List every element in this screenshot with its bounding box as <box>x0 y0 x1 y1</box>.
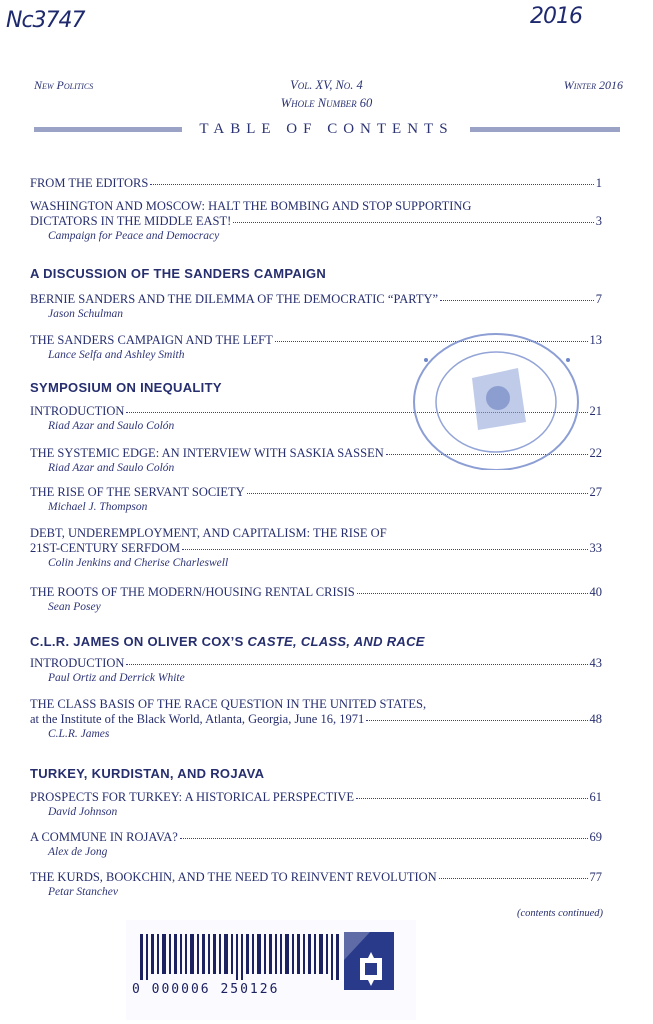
entry-title: THE CLASS BASIS OF THE RACE QUESTION IN THE UNITED STATES, <box>30 697 427 711</box>
entry-page: 43 <box>589 656 602 670</box>
entry-author: Jason Schulman <box>48 308 124 320</box>
entry-page: 13 <box>589 333 602 347</box>
title-rule-right <box>470 127 620 132</box>
journal-name: New Politics <box>34 78 94 92</box>
toc-entry-kurds-bookchin <box>30 870 602 898</box>
toc-entry-introduction-james <box>30 656 602 684</box>
dot-leader <box>182 548 587 550</box>
dot-leader <box>180 837 588 839</box>
entry-author: David Johnson <box>48 806 118 818</box>
publisher-logo-icon <box>340 930 398 992</box>
entry-title: DEBT, UNDEREMPLOYMENT, AND CAPITALISM: THE RISE OF <box>30 526 387 540</box>
section-heading-turkey: TURKEY, KURDISTAN, AND ROJAVA <box>30 766 265 781</box>
entry-page: 69 <box>589 830 602 844</box>
entry-author: Petar Stanchev <box>48 886 118 898</box>
entry-title: THE ROOTS OF THE MODERN/HOUSING RENTAL CRISIS <box>30 585 355 599</box>
entry-author: C.L.R. James <box>48 728 110 740</box>
entry-page: 61 <box>589 790 602 804</box>
entry-author: Campaign for Peace and Democracy <box>48 230 220 242</box>
entry-title: THE KURDS, BOOKCHIN, AND THE NEED TO REINVENT REVOLUTION <box>30 870 437 884</box>
dot-leader <box>150 183 593 185</box>
handwritten-year: 2016 <box>530 4 582 29</box>
toc-entry-housing-crisis <box>30 585 602 613</box>
library-stamp <box>408 330 608 470</box>
toc-entry-serfdom <box>30 526 602 569</box>
toc-entry-bernie-sanders <box>30 292 602 320</box>
entry-title: WASHINGTON AND MOSCOW: HALT THE BOMBING AND STOP SUPPORTING <box>30 199 472 213</box>
entry-title: BERNIE SANDERS AND THE DILEMMA OF THE DEMOCRATIC “PARTY” <box>30 292 439 306</box>
entry-title: FROM THE EDITORS <box>30 176 149 190</box>
entry-page: 33 <box>589 541 602 555</box>
entry-title: INTRODUCTION <box>30 404 125 418</box>
issue-date: Winter 2016 <box>563 78 623 92</box>
dot-leader <box>357 592 588 594</box>
entry-page: 40 <box>589 585 602 599</box>
section-heading-prefix: C.L.R. JAMES ON OLIVER COX’S <box>30 634 248 649</box>
entry-author: Sean Posey <box>48 601 101 613</box>
entry-author: Riad Azar and Saulo Colón <box>48 462 175 474</box>
toc-title: TABLE OF CONTENTS <box>199 121 454 137</box>
entry-title: PROSPECTS FOR TURKEY: A HISTORICAL PERSPECTIVE <box>30 790 355 804</box>
barcode-number: 0 000006 250126 <box>132 982 280 997</box>
entry-title: INTRODUCTION <box>30 656 125 670</box>
entry-author: Michael J. Thompson <box>48 501 148 513</box>
section-heading-sanders: A DISCUSSION OF THE SANDERS CAMPAIGN <box>30 266 327 281</box>
entry-title: THE SANDERS CAMPAIGN AND THE LEFT <box>30 333 273 347</box>
barcode-bars <box>140 934 350 980</box>
toc-entry-prospects-turkey <box>30 790 602 818</box>
section-heading-book-title: CASTE, CLASS, AND RACE <box>247 634 425 649</box>
toc-entry-from-the-editors <box>30 176 602 191</box>
dot-leader <box>247 492 588 494</box>
entry-title-cont: DICTATORS IN THE MIDDLE EAST! <box>30 214 232 228</box>
entry-page: 7 <box>595 292 602 306</box>
dot-leader <box>366 719 587 721</box>
section-heading-clr-james <box>30 634 425 649</box>
entry-author: Lance Selfa and Ashley Smith <box>48 349 185 361</box>
entry-page: 77 <box>589 870 602 884</box>
entry-author: Alex de Jong <box>48 846 108 858</box>
handwritten-catalog-number: Nc3747 <box>6 8 85 33</box>
entry-page: 1 <box>595 176 602 190</box>
entry-author: Paul Ortiz and Derrick White <box>48 672 185 684</box>
entry-title: THE RISE OF THE SERVANT SOCIETY <box>30 485 245 499</box>
section-heading-inequality: SYMPOSIUM ON INEQUALITY <box>30 380 222 395</box>
entry-page: 21 <box>589 404 602 418</box>
entry-page: 27 <box>589 485 602 499</box>
entry-page: 48 <box>589 712 602 726</box>
dot-leader <box>439 877 588 879</box>
dot-leader <box>126 663 587 665</box>
entry-title: A COMMUNE IN ROJAVA? <box>30 830 178 844</box>
entry-title: THE SYSTEMIC EDGE: AN INTERVIEW WITH SASKIA SASSEN <box>30 446 384 460</box>
dot-leader <box>356 797 587 799</box>
entry-page: 22 <box>589 446 602 460</box>
whole-number: Whole Number 60 <box>280 96 373 110</box>
entry-title-cont: 21ST-CENTURY SERFDOM <box>30 541 181 555</box>
toc-entry-class-basis-race <box>30 697 602 740</box>
entry-author: Riad Azar and Saulo Colón <box>48 420 175 432</box>
contents-continued-note: (contents continued) <box>516 908 603 919</box>
toc-entry-commune-rojava <box>30 830 602 858</box>
toc-entry-servant-society <box>30 485 602 513</box>
volume-number: Vol. XV, No. 4 <box>290 78 363 92</box>
toc-entry-washington-moscow <box>30 199 602 242</box>
entry-author: Colin Jenkins and Cherise Charleswell <box>48 557 229 569</box>
entry-title-cont: at the Institute of the Black World, Atlanta, Georgia, June 16, 1971 <box>30 712 365 726</box>
dot-leader <box>233 221 593 223</box>
entry-page: 3 <box>595 214 602 228</box>
dot-leader <box>440 299 594 301</box>
